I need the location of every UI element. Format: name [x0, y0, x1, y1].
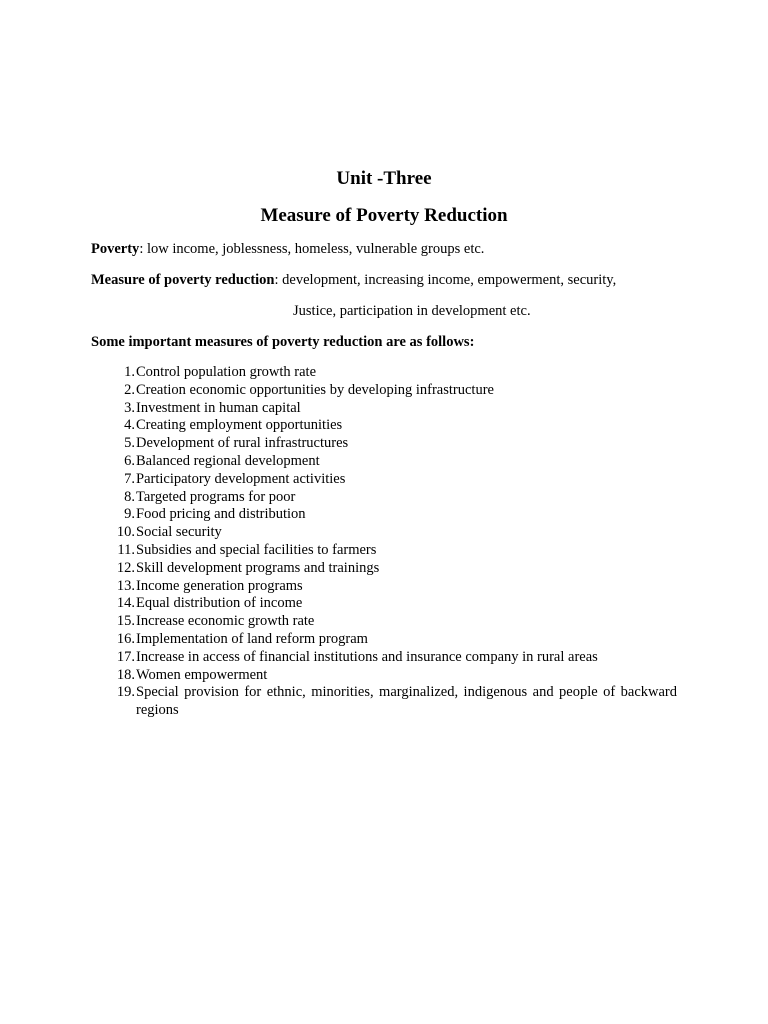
poverty-term: Poverty: [91, 241, 140, 257]
list-item-number: 4.: [124, 417, 135, 434]
list-item-text: Creation economic opportunities by developing infrastructure: [136, 381, 494, 398]
page-title: Measure of Poverty Reduction: [260, 205, 508, 226]
list-item: [91, 595, 677, 613]
list-item-text: Increase economic growth rate: [136, 613, 315, 630]
list-item-text: Creating employment opportunities: [136, 417, 343, 434]
list-item: [91, 613, 677, 631]
list-item-text: Income generation programs: [136, 577, 303, 594]
list-item-text: Balanced regional development: [136, 452, 320, 469]
list-item: [91, 489, 677, 507]
list-item: [91, 435, 677, 453]
list-item-text: Implementation of land reform program: [136, 630, 368, 647]
list-item-text: Investment in human capital: [136, 399, 301, 416]
list-heading: Some important measures of poverty reduction are as follows:: [91, 334, 475, 350]
measure-definition: : development, increasing income, empowerment, security,: [274, 272, 617, 288]
list-item: [91, 667, 677, 685]
list-item: [91, 542, 677, 560]
list-item-number: 3.: [124, 399, 135, 416]
list-item-number: 16.: [116, 630, 135, 647]
list-item: [91, 471, 677, 489]
list-item-number: 8.: [124, 488, 135, 505]
list-item-text: Skill development programs and trainings: [136, 559, 380, 576]
list-item: [91, 453, 677, 471]
list-item-number: 6.: [124, 452, 135, 469]
list-item-number: 5.: [124, 435, 135, 452]
list-item: [91, 417, 677, 435]
list-item: [91, 524, 677, 542]
list-item-text: Targeted programs for poor: [136, 488, 296, 505]
measure-term: Measure of poverty reduction: [91, 272, 275, 288]
list-item-text: Food pricing and distribution: [136, 506, 306, 523]
list-item-text: Special provision for ethnic, minorities, marginalized, indigenous and people of backward regions: [136, 684, 677, 719]
list-item-text: Women empowerment: [136, 666, 268, 683]
list-item: [91, 649, 677, 667]
list-item-number: 1.: [124, 364, 135, 380]
list-item-number: 17.: [116, 648, 135, 665]
list-item: [91, 684, 677, 720]
list-item-text: Increase in access of financial institutions and insurance company in rural areas: [136, 648, 598, 665]
measure-definition-continuation: Justice, participation in development etc.: [293, 303, 531, 319]
list-item-number: 14.: [116, 595, 135, 612]
list-item-text: Subsidies and special facilities to farmers: [136, 541, 377, 558]
list-item-number: 15.: [116, 613, 135, 630]
list-item: [91, 364, 677, 382]
list-item-text: Social security: [136, 524, 222, 541]
list-item-text: Equal distribution of income: [136, 595, 303, 612]
measures-list: [91, 364, 677, 720]
list-item-text: Participatory development activities: [136, 470, 346, 487]
unit-title: Unit -Three: [336, 168, 432, 189]
list-item-number: 11.: [117, 541, 135, 558]
list-item-number: 9.: [124, 506, 135, 523]
measure-definition-paragraph: [91, 271, 616, 289]
list-item: [91, 631, 677, 649]
poverty-definition-paragraph: [91, 240, 484, 258]
list-item-number: 10.: [116, 524, 135, 541]
list-item: [91, 506, 677, 524]
list-item: [91, 560, 677, 578]
list-item-number: 12.: [116, 559, 135, 576]
list-item-number: 13.: [116, 577, 135, 594]
list-item: [91, 400, 677, 418]
list-item-number: 7.: [124, 470, 135, 487]
list-item: [91, 382, 677, 400]
list-item-number: 19.: [116, 684, 135, 701]
poverty-definition: : low income, joblessness, homeless, vulnerable groups etc.: [139, 241, 485, 257]
list-item: [91, 578, 677, 596]
list-item-text: Control population growth rate: [136, 364, 317, 380]
list-item-text: Development of rural infrastructures: [136, 435, 349, 452]
list-item-number: 2.: [124, 381, 135, 398]
list-item-number: 18.: [116, 666, 135, 683]
